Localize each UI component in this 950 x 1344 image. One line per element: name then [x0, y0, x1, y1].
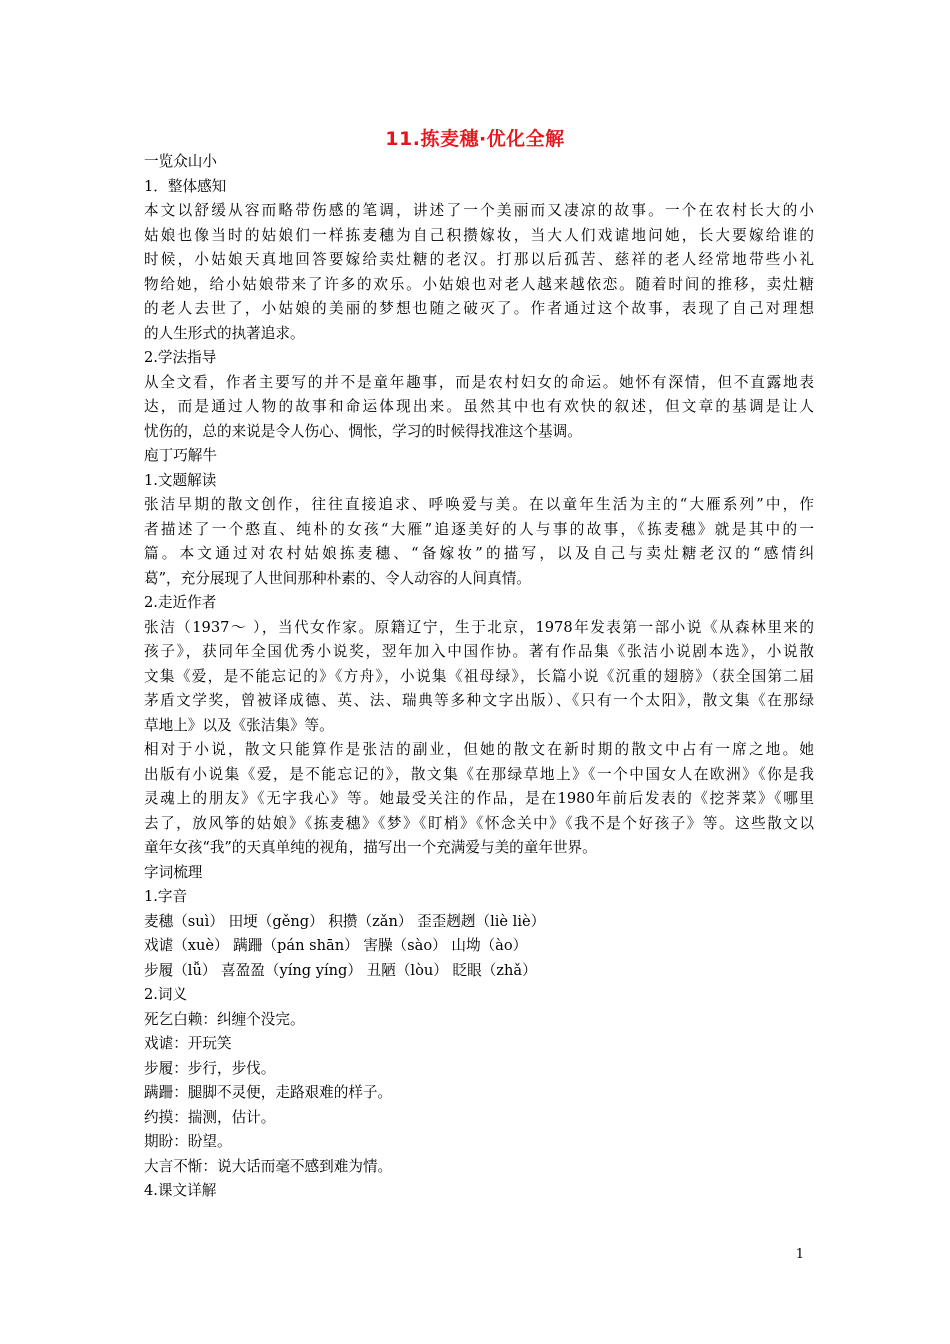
document-body [144, 150, 814, 1204]
text-line: 童年女孩“我”的天真单纯的视角，描写出一个充满爱与美的童年世界。 [144, 839, 597, 856]
text-line: 时候，小姑娘天真地回答要嫁给卖灶糖的老汉。打那以后孤苦、慈祥的老人经常地带些小礼 [144, 251, 814, 268]
subsection-heading: 2.学法指导 [144, 349, 217, 366]
definition-line: 死乞白赖：纠缠个没完。 [144, 1010, 305, 1028]
text-line: 忧伤的，总的来说是令人伤心、惆怅，学习的时候得找准这个基调。 [144, 422, 582, 440]
text-line: 的老人去世了，小姑娘的美丽的梦想也随之破灭了。作者通过这个故事，表现了自己对理想 [144, 300, 814, 317]
text-line: 的人生形式的执著追求。 [144, 324, 305, 342]
subsection-heading: 1．整体感知 [144, 177, 227, 195]
text-line: 姑娘也像当时的姑娘们一样拣麦穗为自己积攒嫁妆，当大人们戏谑地问她，长大要嫁给谁的 [144, 226, 814, 244]
text-line: 物给她，给小姑娘带来了许多的欢乐。小姑娘也对老人越来越依恋。随着时间的推移，卖灶糖 [144, 275, 814, 293]
paragraph-overview [144, 199, 814, 346]
text-line: 从全文看，作者主要写的并不是童年趣事，而是农村妇女的命运。她怀有深情，但不直露地表 [144, 373, 814, 391]
definition-line: 蹒跚：腿脚不灵便，走路艰难的样子。 [144, 1084, 393, 1101]
text-line: 相对于小说，散文只能算作是张洁的副业，但她的散文在新时期的散文中占有一席之地。她 [144, 741, 814, 758]
text-line: 文集《爱，是不能忘记的》《方舟》，小说集《祖母绿》，长篇小说《沉重的翅膀》（获全国第二届 [144, 667, 814, 685]
subsection-heading: 1.文题解读 [144, 471, 217, 489]
subsection-heading: 4.课文详解 [144, 1182, 217, 1199]
text-line: 葛”，充分展现了人世间那种朴素的、令人动容的人间真情。 [144, 569, 531, 587]
definition-line: 大言不惭：说大话而毫不感到难为情。 [144, 1157, 393, 1175]
text-line: 达，而是通过人物的故事和命运体现出来。虽然其中也有欢快的叙述，但文章的基调是让人 [144, 398, 814, 415]
pronunciation-line: 步履（lǚ） 喜盈盈（yíng yíng） 丑陋（lòu） 眨眼（zhǎ） [144, 961, 537, 979]
pronunciation-line: 戏谑（xuè） 蹒跚（pán shān） 害臊（sào） 山坳（ào） [144, 937, 528, 954]
section-heading: 一览众山小 [144, 153, 217, 170]
paragraph-author [144, 616, 814, 739]
text-line: 草地上》以及《张洁集》等。 [144, 716, 334, 734]
text-line: 张洁（1937～ ），当代女作家。原籍辽宁，生于北京，1978年发表第一部小说《从森林里来的 [144, 618, 814, 636]
section-heading: 庖丁巧解牛 [144, 447, 217, 464]
definition-line: 戏谑：开玩笑 [144, 1035, 232, 1052]
subsection-heading: 2.词义 [144, 986, 188, 1003]
text-line: 灵魂上的朋友》《无字我心》等。她最受关注的作品，是在1980年前后发表的《挖荠菜》《哪里 [144, 790, 814, 807]
definition-line: 期盼：盼望。 [144, 1133, 232, 1150]
text-line: 张洁早期的散文创作，往往直接追求、呼唤爱与美。在以童年生活为主的“大雁系列”中，作 [144, 496, 814, 513]
pronunciation-line: 麦穗（suì） 田埂（gěng） 积攒（zǎn） 歪歪趔趔（liè liè） [144, 912, 546, 930]
text-line: 茅盾文学奖，曾被译成德、英、法、瑞典等多种文字出版）、《只有一个太阳》，散文集《在那绿 [144, 692, 814, 709]
text-line: 出版有小说集《爱，是不能忘记的》，散文集《在那绿草地上》《一个中国女人在欧洲》《你是我 [144, 765, 814, 783]
text-line: 篇。本文通过对农村姑娘拣麦穗、“备嫁妆”的描写，以及自己与卖灶糖老汉的“感情纠 [144, 545, 814, 562]
subsection-heading: 2.走近作者 [144, 594, 217, 611]
definition-line: 步履：步行，步伐。 [144, 1059, 276, 1077]
definition-line: 约摸：揣测，估计。 [144, 1108, 276, 1126]
subsection-heading: 1.字音 [144, 888, 188, 905]
text-line: 者描述了一个憨直、纯朴的女孩“大雁”追逐美好的人与事的故事，《拣麦穗》就是其中的一 [144, 520, 814, 538]
text-line: 去了，放风筝的姑娘》《拣麦穗》《梦》《盯梢》《怀念关中》《我不是个好孩子》等。这些散文以 [144, 814, 814, 832]
page-title: 11.拣麦穗·优化全解 [385, 128, 565, 150]
section-heading: 字词梳理 [144, 863, 203, 881]
paragraph-method [144, 371, 814, 445]
paragraph-title-interpretation [144, 493, 814, 591]
text-line: 本文以舒缓从容而略带伤感的笔调，讲述了一个美丽而又凄凉的故事。一个在农村长大的小 [144, 202, 814, 219]
paragraph-author-prose [144, 738, 814, 861]
page-number: 1 [795, 1247, 804, 1262]
text-line: 孩子》，获同年全国优秀小说奖，翌年加入中国作协。著有作品集《张洁小说剧本选》，小说散 [144, 643, 814, 660]
